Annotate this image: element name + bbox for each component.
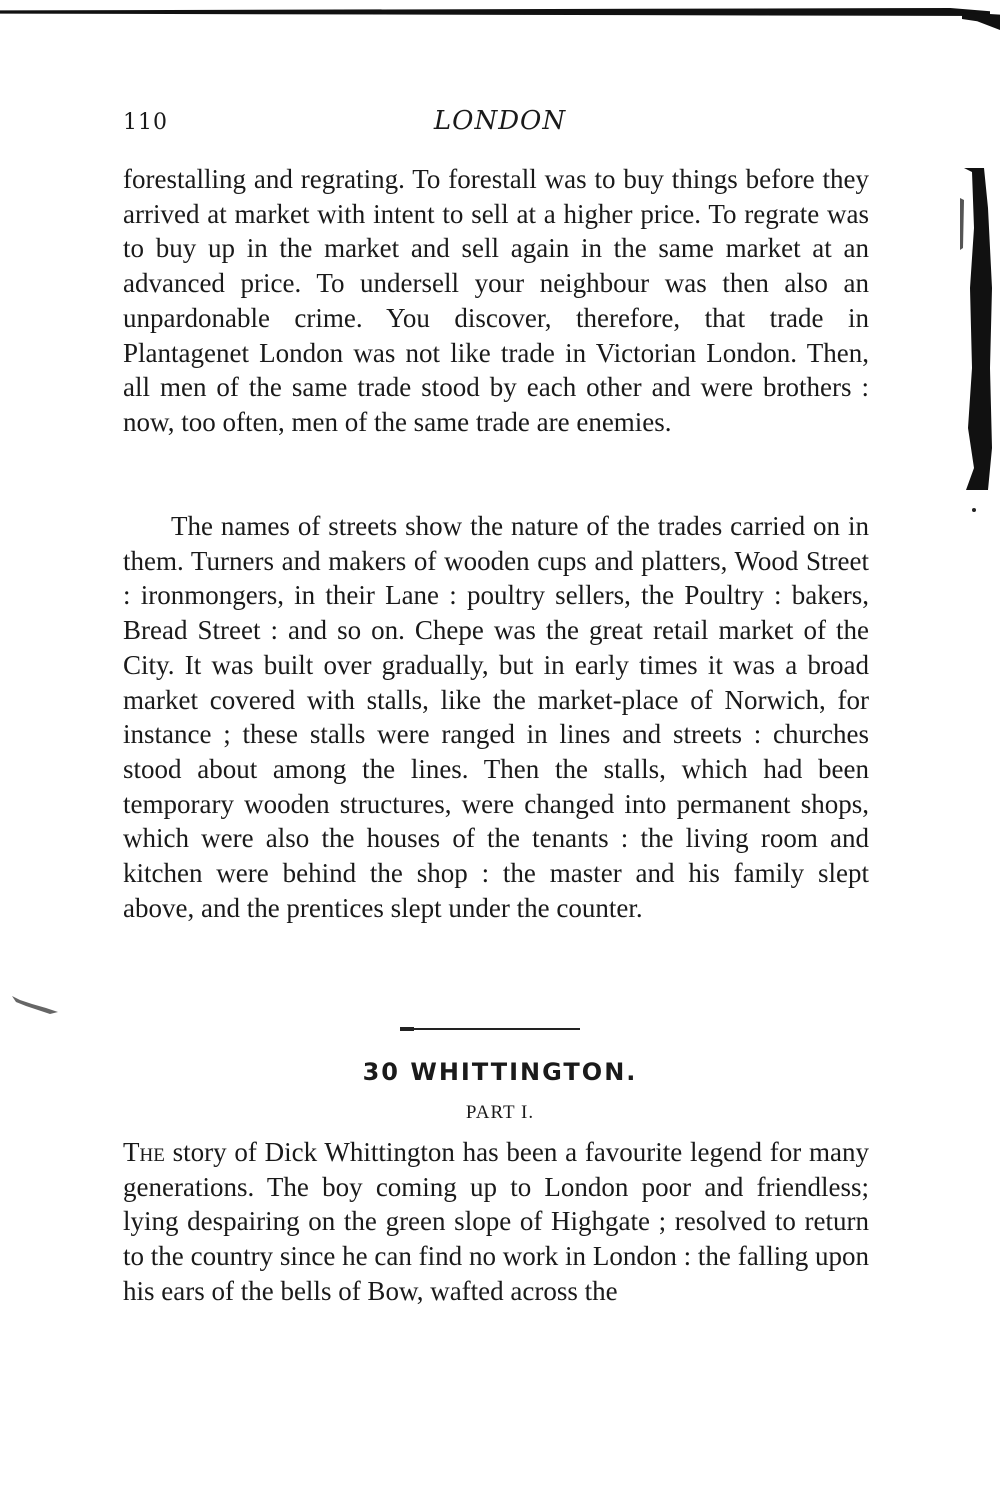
paragraph-text: The names of streets show the nature of the trades carried on in them. Turners and makers of wooden cups and platters, Wood Street : ironmongers, in their Lane : poultry sellers, the Poultry : bakers, Bread Street : and so on. Chepe was the great retail market of the City. It was built over gradually, but in early times it was a broad market covered with stalls, like the market-place of Norwich, for instance ; these stalls were ranged in lines and streets : churches stood about among the lines. Then the stalls, which had been temporary wooden structures, were changed into permanent shops, which were also the houses of the tenants : the living room and kitchen were behind the shop : the master and his family slept above, and the prentices slept under the counter.	[123, 511, 869, 923]
margin-dot	[972, 508, 976, 512]
paragraph-text: forestalling and regrating. To forestall was to buy things before they arrived at market with intent to sell at a higher price. To regrate was to buy up in the market and sell again in the same market at an advanced price. To undersell your neighbour was then also an unpardonable crime. You discover, therefore, that trade in Plantagenet London was not like trade in Victorian London. Then, all men of the same trade stood by each other and were brothers : now, too often, men of the same trade are enemies.	[123, 164, 869, 437]
chapter-part-label: PART I.	[465, 1102, 535, 1123]
section-divider	[400, 1028, 580, 1030]
chapter-opening-paragraph	[123, 1135, 869, 1309]
margin-speck-mark	[10, 992, 62, 1018]
page-edge-shadow-mark	[958, 168, 992, 490]
opening-text: story of Dick Whittington has been a favourite legend for many generations. The boy coming up to London poor and friendless; lying despairing on the green slope of Highgate ; resolved to return to the country since he can find no work in London : the falling upon his ears of the bells of Bow, wafted across the	[123, 1137, 869, 1306]
running-title: LONDON	[433, 106, 567, 136]
body-paragraph-1	[123, 162, 869, 440]
top-edge-rule	[0, 8, 990, 16]
opening-word: The	[123, 1137, 165, 1167]
page-number: 110	[123, 110, 168, 135]
body-paragraph-2	[123, 509, 869, 925]
chapter-heading: 30 WHITTINGTON.	[362, 1058, 638, 1086]
